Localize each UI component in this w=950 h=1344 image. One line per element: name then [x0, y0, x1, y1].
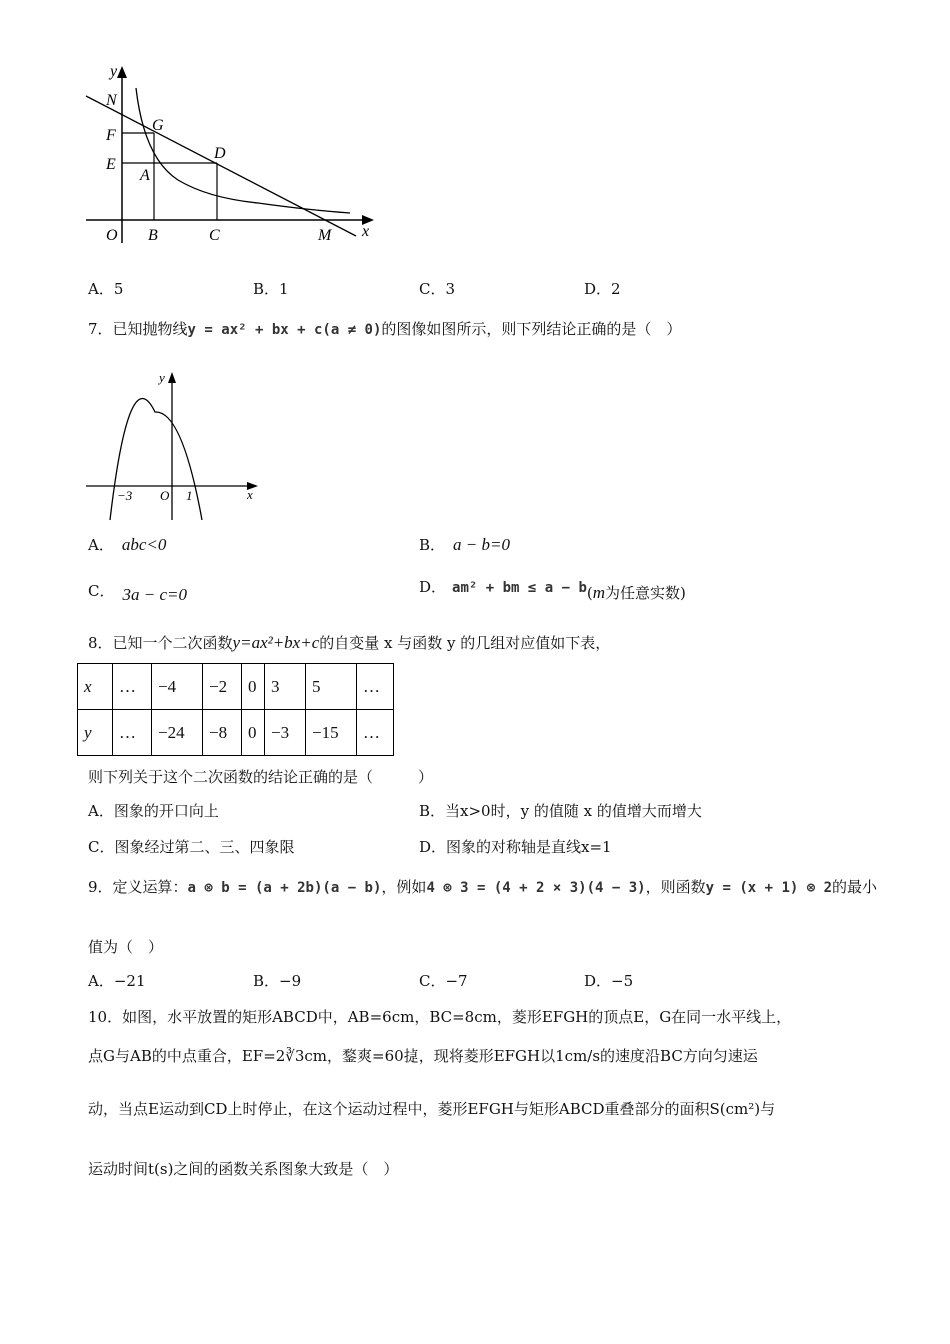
q7-option-d: D． am² + bm ≤ a − b(m为任意实数): [419, 578, 686, 602]
table-cell: y: [78, 710, 113, 756]
q8-option-c: C．图象经过第二、三、四象限: [88, 838, 295, 856]
table-cell: 0: [242, 710, 265, 756]
q6-option-b: B．1: [253, 280, 289, 298]
q10-line-2: 点G与AB的中点重合，EF=2∛3cm，鍪爽=60㨗，现将菱形EFGH以1cm/s的速度沿BC方向匀速运: [88, 1047, 758, 1065]
fig1-label-B: B: [148, 227, 158, 244]
q7-suffix: 的图像如图所示，则下列结论正确的是（ ）: [381, 320, 682, 338]
q10-line-3: 动，当点E运动到CD上时停止，在这个运动过程中，菱形EFGH与矩形ABCD重叠部分的面积S(cm²)与: [88, 1100, 776, 1118]
fig1-label-A: A: [140, 167, 150, 184]
table-cell: 0: [242, 664, 265, 710]
table-cell: −2: [203, 664, 242, 710]
q9-question-line2: 值为（ ）: [88, 938, 164, 956]
table-cell: …: [357, 710, 394, 756]
q7-parabola-figure: [84, 368, 264, 524]
q7-fig-1: 1: [186, 488, 193, 503]
q9-question: 9．定义运算：a ⊗ b = (a + 2b)(a − b)，例如4 ⊗ 3 = (4 + 2 × 3)(4 − 3)，则函数y = (x + 1) ⊗ 2的最小: [88, 878, 878, 896]
q10-line-4: 运动时间t(s)之间的函数关系图象大致是（ ）: [88, 1160, 399, 1178]
table-row: [78, 710, 394, 756]
fig1-label-O: O: [106, 227, 118, 244]
q6-option-c: C．3: [419, 280, 456, 298]
q8-question: 8．已知一个二次函数y=ax²+bx+c的自变量 x 与函数 y 的几组对应值如下表，: [88, 633, 611, 652]
q8-prompt: 则下列关于这个二次函数的结论正确的是（ ）: [88, 768, 434, 786]
q8-option-a: A．图象的开口向上: [88, 802, 219, 820]
fig1-label-E: E: [106, 156, 116, 173]
fig1-label-M: M: [318, 227, 332, 244]
q7-option-b: B． a − b=0: [419, 535, 510, 554]
q9-option-c: C．−7: [419, 972, 468, 990]
table-cell: −3: [265, 710, 306, 756]
fig1-label-N: N: [106, 92, 117, 109]
table-cell: −4: [152, 664, 203, 710]
q8-option-b: B．当x>0时，y 的值随 x 的值增大而增大: [419, 802, 702, 820]
q7-number: 7．已知抛物线: [88, 320, 188, 338]
table-cell: −24: [152, 710, 203, 756]
table-row: [78, 664, 394, 710]
q7-option-a: A． abc<0: [88, 535, 167, 554]
q7-fig-y: y: [159, 370, 165, 385]
q7-formula: y = ax² + bx + c(a ≠ 0): [187, 322, 382, 338]
table-cell: 3: [265, 664, 306, 710]
fig1-label-C: C: [209, 227, 220, 244]
q7-fig-x: x: [247, 487, 253, 502]
table-cell: 5: [306, 664, 357, 710]
fig1-label-G: G: [152, 117, 164, 134]
q8-option-d: D．图象的对称轴是直线x=1: [419, 838, 612, 856]
fig1-label-x: x: [362, 223, 370, 240]
figure-1-diagram: [78, 58, 388, 250]
q10-line-1: 10．如图，水平放置的矩形ABCD中，AB=6cm，BC=8cm，菱形EFGH的顶点E，G在同一水平线上，: [88, 1008, 792, 1026]
fig1-label-y: y: [110, 63, 118, 80]
table-cell: …: [357, 664, 394, 710]
q9-option-a: A．−21: [88, 972, 146, 990]
table-cell: −8: [203, 710, 242, 756]
q7-fig-neg3: −3: [117, 488, 133, 503]
table-cell: …: [113, 710, 152, 756]
q8-value-table: [77, 663, 394, 756]
fig1-label-F: F: [106, 127, 116, 144]
fig1-label-D: D: [214, 145, 226, 162]
table-cell: …: [113, 664, 152, 710]
q7-fig-origin: O: [160, 488, 170, 503]
q6-option-a: A．5: [88, 280, 124, 298]
q9-option-b: B．−9: [253, 972, 302, 990]
table-cell: −15: [306, 710, 357, 756]
table-cell: x: [78, 664, 113, 710]
q7-question: [88, 318, 681, 339]
q7-option-c: C． 3a − c=0: [88, 582, 187, 604]
q9-option-d: D．−5: [584, 972, 634, 990]
q6-option-d: D．2: [584, 280, 621, 298]
